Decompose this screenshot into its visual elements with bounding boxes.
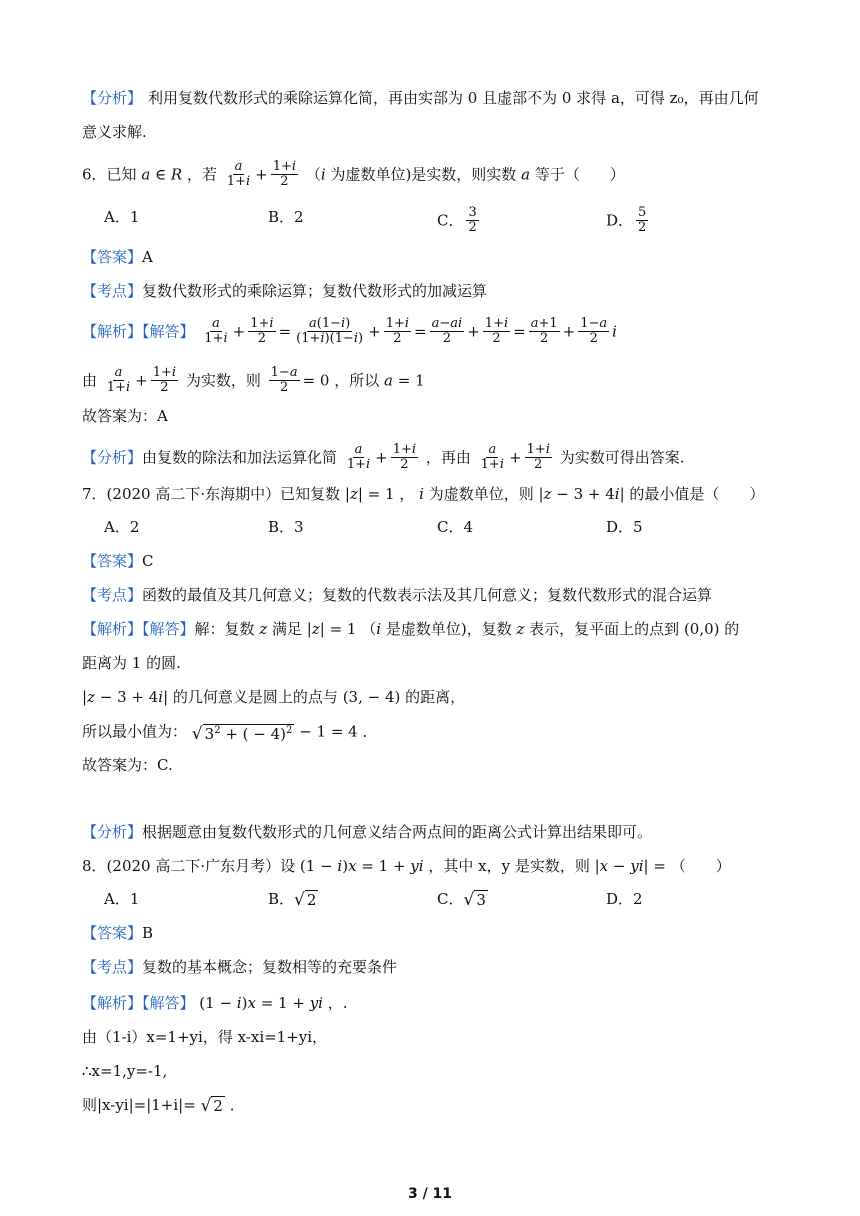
point-7: 【考点】函数的最值及其几何意义；复数的代数表示法及其几何意义；复数代数形式的混合运算 bbox=[82, 586, 713, 604]
analysis-6: 【分析】由复数的除法和加法运算化简 $\frac{a}{1+i}$ + $\frac{1+i}{2}$ ，再由 $\frac{a}{1+i}$ + $\frac{1+i}{2}$ 为实数可得出答案. bbox=[82, 442, 685, 472]
option-c: C． $\frac{3}{2}$ bbox=[437, 205, 477, 235]
solution-8-line4: 则|x-yi|=|1+i|= √ 2 ． bbox=[82, 1096, 245, 1116]
option-a: A．1 bbox=[104, 208, 140, 226]
option-d: D．5 bbox=[606, 518, 643, 536]
solution-7-line5: 故答案为：C. bbox=[82, 756, 173, 774]
option-d: D．2 bbox=[606, 890, 643, 908]
solution-8-line3: ∴x=1,y=-1, bbox=[82, 1062, 168, 1080]
solution-8: 【解析】【解答】 (1 − i)x = 1 + yi ，. bbox=[82, 994, 348, 1012]
solution-6-line2: 由 $\frac{a}{1+i}$ + $\frac{1+i}{2}$ 为实数，则 $\frac{1-a}{2}$ = 0 ，所以 a = 1 bbox=[82, 365, 425, 395]
solution-8-line2: 由（1-i）x=1+yi，得 x-xi=1+yi， bbox=[82, 1028, 328, 1046]
analysis-q5 bbox=[82, 88, 759, 108]
solution-7-line4: 所以最小值为： √ $3^2$ + ( − 4)$^2$ − 1 = 4 ． bbox=[82, 722, 378, 744]
analysis-7: 【分析】根据题意由复数代数形式的几何意义结合两点间的距离公式计算出结果即可。 bbox=[82, 823, 653, 841]
option-a: A．1 bbox=[104, 890, 140, 908]
option-c: C．√ 3 bbox=[437, 890, 486, 910]
analysis-text: 利用复数代数形式的乘除运算化简，再由实部为 0 且虚部不为 0 求得 a，可得 z₀，再由几何 bbox=[148, 89, 759, 107]
question-7-stem: 7．(2020 高二下·东海期中）已知复数 |z| = 1 ， i 为虚数单位，则 |z − 3 + 4i| 的最小值是（ ） bbox=[82, 485, 765, 503]
question-6-stem: 6．已知 a ∈ R ，若 $\frac{a}{1+i}$ + $\frac{1+i}{2}$ （i 为虚数单位)是实数，则实数 a 等于（ ） bbox=[82, 159, 625, 189]
answer-8: 【答案】B bbox=[82, 924, 154, 942]
answer-7: 【答案】C bbox=[82, 552, 154, 570]
option-d: D． $\frac{5}{2}$ bbox=[606, 205, 647, 235]
analysis-q5-line2: 意义求解. bbox=[82, 123, 147, 141]
solution-6-line3: 故答案为：A bbox=[82, 407, 168, 425]
analysis-tag: 【分析】 bbox=[82, 89, 143, 107]
question-8-stem: 8．(2020 高二下·广东月考）设 (1 − i)x = 1 + yi ，其中 x，y 是实数，则 |x − yi| = （ ） bbox=[82, 857, 731, 875]
option-c: C．4 bbox=[437, 518, 474, 536]
solution-7: 【解析】【解答】解：复数 z 满足 |z| = 1 （i 是虚数单位)，复数 z 表示，复平面上的点到 (0,0) 的 bbox=[82, 620, 740, 638]
point-8: 【考点】复数的基本概念；复数相等的充要条件 bbox=[82, 958, 398, 976]
page-number: 3 / 11 bbox=[407, 1186, 453, 1202]
point-6: 【考点】复数代数形式的乘除运算；复数代数形式的加减运算 bbox=[82, 282, 488, 300]
option-b: B．√ 2 bbox=[268, 890, 317, 910]
option-b: B．3 bbox=[268, 518, 304, 536]
solution-7-line2: 距离为 1 的圆. bbox=[82, 654, 181, 672]
answer-6: 【答案】A bbox=[82, 248, 153, 266]
solution-7-line3: |z − 3 + 4i| 的几何意义是圆上的点与 (3, − 4) 的距离， bbox=[82, 688, 466, 706]
solution-6: 【解析】【解答】 $\frac{a}{1+i}$ + $\frac{1+i}{2}$ = $\frac{a(1-i)}{(1+i)(1-i)}$ + $\frac{1+i}{2}$ = $\frac{a-ai}{2}$ + $\frac{1+i}{2}$ = $\frac{a+1}{2}$ + $\frac{1-a}{2}$ i bbox=[82, 316, 617, 346]
option-a: A．2 bbox=[104, 518, 140, 536]
option-b: B．2 bbox=[268, 208, 304, 226]
